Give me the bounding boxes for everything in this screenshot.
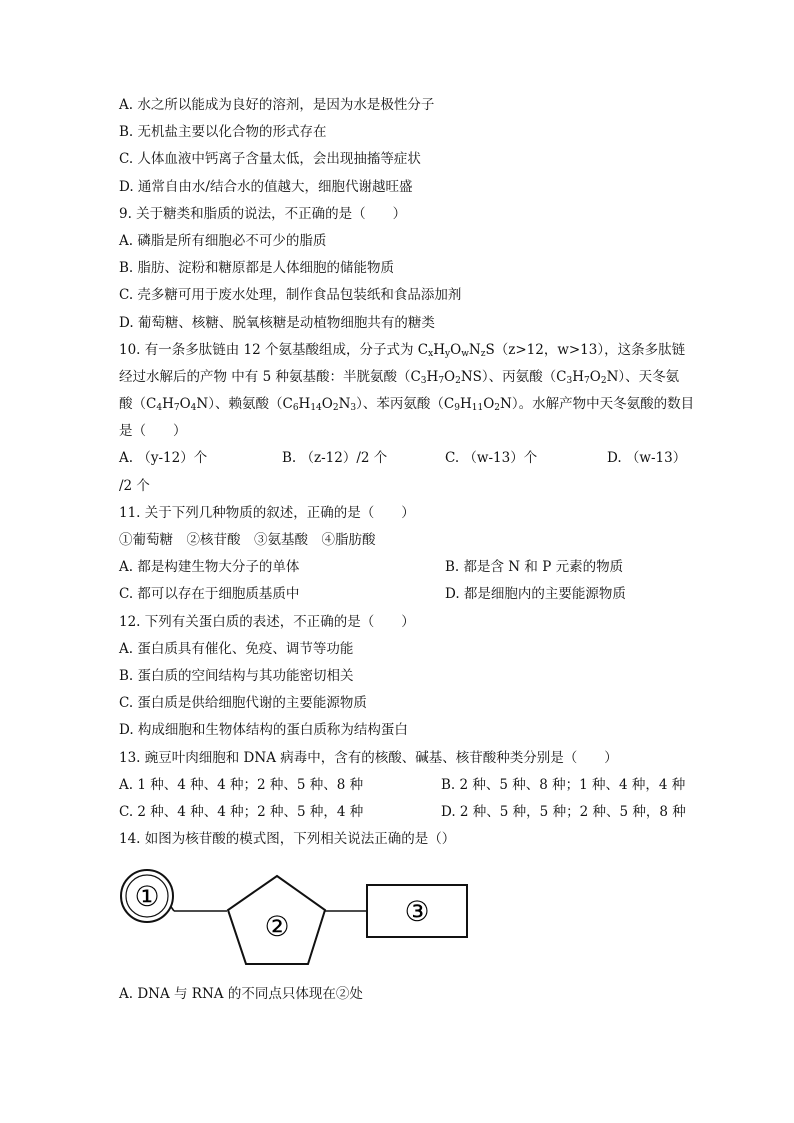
q10-option-a: A. （y-12）个 [119, 450, 208, 467]
q9-option-d: D. 葡萄糖、核糖、脱氧核糖是动植物细胞共有的糖类 [119, 314, 435, 331]
q11-option-c: C. 都可以存在于细胞质基质中 [119, 586, 300, 603]
q9-option-c: C. 壳多糖可用于废水处理，制作食品包装纸和食品添加剂 [119, 287, 462, 304]
q11-option-b: B. 都是含 N 和 P 元素的物质 [445, 559, 624, 576]
q11-stem: 11. 关于下列几种物质的叙述，正确的是（ ） [119, 504, 415, 521]
q13-option-b: B. 2 种、5 种、8 种；1 种、4 种，4 种 [441, 776, 686, 793]
q13-option-d: D. 2 种、5 种，5 种；2 种、5 种，8 种 [441, 803, 686, 820]
q10-option-b: B. （z-12）/2 个 [282, 450, 388, 467]
q12-option-d: D. 构成细胞和生物体结构的蛋白质称为结构蛋白 [119, 722, 408, 739]
label-sugar: ② [264, 910, 290, 943]
q10-option-d-wrap: /2 个 [119, 477, 150, 494]
q11-option-a: A. 都是构建生物大分子的单体 [119, 559, 300, 576]
q12-stem: 12. 下列有关蛋白质的表述，不正确的是（ ） [119, 613, 415, 630]
q11-options-row-2 [119, 581, 699, 608]
q10-options [119, 445, 699, 472]
q10-option-c: C. （w-13）个 [445, 450, 538, 467]
q8-option-c: C. 人体血液中钙离子含量太低，会出现抽搐等症状 [119, 151, 421, 168]
q8-option-d: D. 通常自由水/结合水的值越大，细胞代谢越旺盛 [119, 178, 413, 195]
q13-options-row-2 [119, 799, 699, 826]
q14-stem: 14. 如图为核苷酸的模式图，下列相关说法正确的是（） [119, 831, 456, 848]
q10-option-d: D. （w-13） [607, 450, 687, 467]
q13-options-row-1 [119, 772, 699, 799]
exam-page [119, 92, 699, 853]
nucleotide-diagram [119, 866, 479, 976]
q13-option-c: C. 2 种、4 种、4 种；2 种、5 种，4 种 [119, 803, 364, 820]
q11-items: ①葡萄糖 ②核苷酸 ③氨基酸 ④脂肪酸 [119, 532, 376, 548]
q10-stem-line-1: 10. 有一条多肽链由 12 个氨基酸组成，分子式为 $C_xH_yO_wN_zS(z>12$，w>13），这条多肽链 [119, 341, 686, 359]
q10-stem-line-4: 是（ ） [119, 423, 187, 440]
q12-option-b: B. 蛋白质的空间结构与其功能密切相关 [119, 667, 354, 684]
q12-option-a: A. 蛋白质具有催化、免疫、调节等功能 [119, 640, 354, 657]
label-phosphate: ① [134, 880, 160, 913]
q13-option-a: A. 1 种、4 种、4 种；2 种、5 种、8 种 [119, 776, 364, 793]
label-base: ③ [404, 895, 430, 928]
q14-option-a: A. DNA 与 RNA 的不同点只体现在②处 [119, 986, 363, 1002]
q9-option-a: A. 磷脂是所有细胞必不可少的脂质 [119, 232, 327, 249]
q13-stem: 13. 豌豆叶肉细胞和 DNA 病毒中，含有的核酸、碱基、核苷酸种类分别是（ ） [119, 749, 618, 766]
q9-stem: 9. 关于糖类和脂质的说法，不正确的是（ ） [119, 205, 407, 222]
q10-stem-line-3: 酸$(C_4H_7O_4N)$、赖氨酸$(C_6H_{14}O_2N_3)$、苯丙氨酸$(C_9H_{11}O_2N)$。水解产物中天冬氨酸的数目 [119, 396, 695, 414]
q10-stem-line-2: 经过水解后的产物 中有 5 种氨基酸：半胱氨酸$(C_3H_7O_2NS)$、丙氨酸$(C_3H_7O_2N)$、天冬氨 [119, 368, 680, 386]
q9-option-b: B. 脂肪、淀粉和糖原都是人体细胞的储能物质 [119, 260, 395, 277]
q11-options-row-1 [119, 554, 699, 581]
q11-option-d: D. 都是细胞内的主要能源物质 [445, 586, 626, 603]
q8-option-a: A. 水之所以能成为良好的溶剂，是因为水是极性分子 [119, 97, 435, 113]
q12-option-c: C. 蛋白质是供给细胞代谢的主要能源物质 [119, 695, 367, 712]
q8-option-b: B. 无机盐主要以化合物的形式存在 [119, 124, 327, 141]
